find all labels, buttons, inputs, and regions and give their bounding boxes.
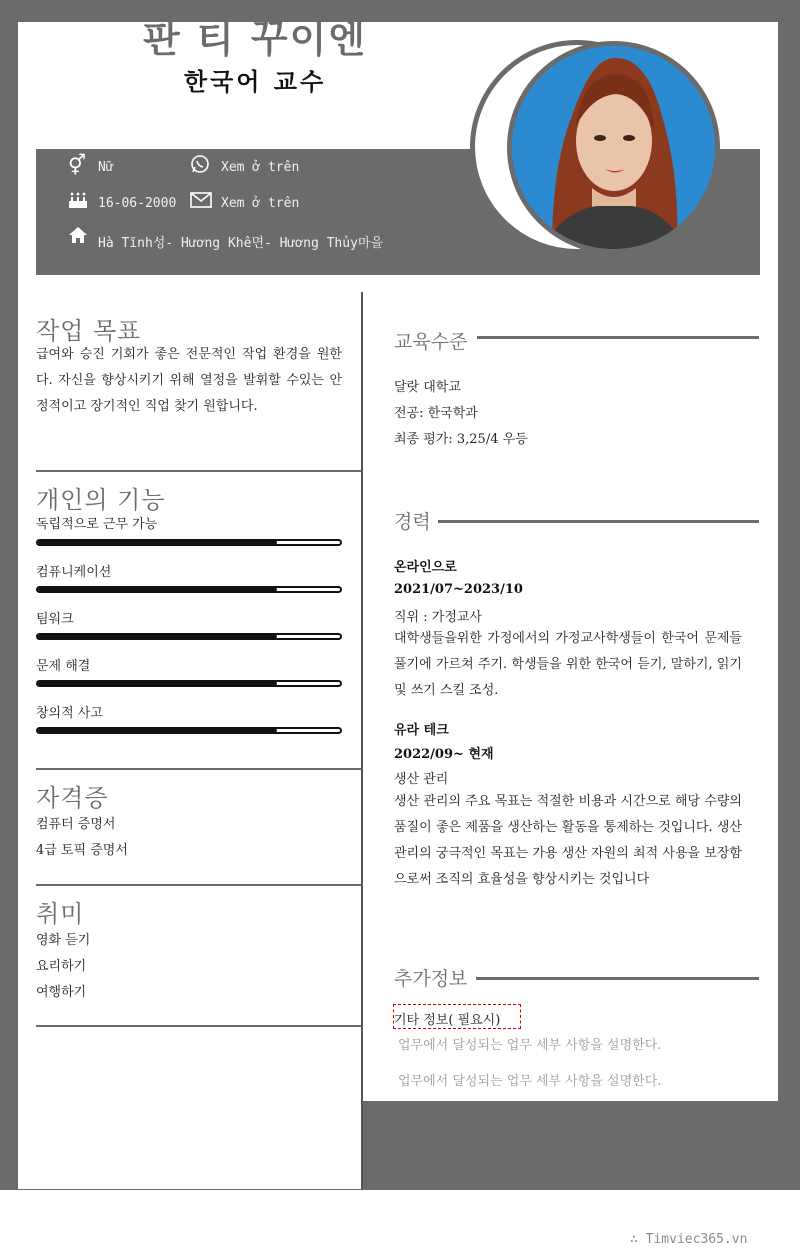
skill-label: 문제 해결: [36, 659, 91, 674]
additional-box-label: 기타 정보( 필요시): [394, 1013, 501, 1028]
job-company: 온라인으로: [394, 560, 457, 575]
skill-bar-fill: [38, 682, 277, 685]
experience-title: 경력: [394, 511, 431, 533]
additional-rule: [476, 977, 759, 980]
frame-bottom-block: [362, 1101, 800, 1190]
birthday-text: 16-06-2000: [98, 196, 177, 211]
education-major: 전공: 한국학과: [394, 406, 478, 421]
birthday-cake-icon: [67, 190, 89, 213]
envelope-icon: [190, 191, 212, 211]
hobby-item: 요리하기: [36, 959, 87, 974]
hobby-item: 영화 듣기: [36, 933, 91, 948]
whatsapp-icon: [190, 154, 210, 177]
hobbies-title: 취미: [36, 900, 85, 928]
job-position: 직위 : 가정교사: [394, 610, 482, 625]
skills-divider: [36, 768, 361, 770]
candidate-name: 판 티 꾸이엔: [143, 17, 367, 61]
objective-divider: [36, 470, 361, 472]
job-period: 2022/09~ 현재: [394, 747, 494, 762]
additional-line: 업무에서 달성되는 업무 세부 사항을 설명한다.: [398, 1038, 662, 1053]
skill-bar-fill: [38, 635, 277, 638]
education-gpa: 최종 평가: 3,25/4 우등: [394, 432, 528, 447]
skill-label: 팀워크: [36, 612, 74, 627]
skill-label: 창의적 사고: [36, 706, 103, 721]
job-description: 대학생들을위한 가정에서의 가정교사학생들이 한국어 문제들 풀기에 가르쳐 주기. 학생들을 위한 한국어 듣기, 말하기, 읽기 및 쓰기 스킬 조성.: [394, 631, 742, 698]
experience-rule: [438, 520, 759, 523]
frame-left: [0, 0, 18, 1190]
gender-icon: ⚥: [68, 153, 87, 177]
address-text: Hà Tĩnh성- Hương Khê면- Hương Thủy마을: [98, 236, 384, 251]
skill-bar: [36, 633, 342, 640]
profile-photo: [507, 41, 720, 254]
skill-bar: [36, 680, 342, 687]
skill-bar-fill: [38, 588, 277, 591]
gender-text: Nữ: [98, 160, 114, 175]
skill-label: 컴퓨니케이션: [36, 565, 112, 580]
skill-bar: [36, 586, 342, 593]
objective-title: 작업 목표: [36, 317, 142, 345]
skill-bar-fill: [38, 541, 277, 544]
job-position: 생산 관리: [394, 772, 449, 787]
phone-text: Xem ở trên: [221, 160, 300, 175]
skill-bar-fill: [38, 729, 277, 732]
skills-title: 개인의 기능: [36, 486, 166, 514]
column-divider: [361, 292, 363, 1190]
education-rule: [477, 336, 759, 339]
additional-title: 추가정보: [394, 968, 468, 990]
email-text: Xem ở trên: [221, 196, 300, 211]
home-icon: [68, 226, 88, 247]
certificates-divider: [36, 884, 361, 886]
job-period: 2021/07~2023/10: [394, 582, 523, 597]
frame-right: [778, 0, 800, 1190]
objective-text: 급여와 승진 기회가 좋은 전문적인 작업 환경을 원한다. 자신을 향상시키기 위해 열정을 발휘할 수있는 안정적이고 장기적인 직업 찾기 원합니다.: [36, 347, 342, 414]
hobby-item: 여행하기: [36, 985, 87, 1000]
additional-line: 업무에서 달성되는 업무 세부 사항을 설명한다.: [398, 1074, 662, 1089]
watermark: ∴ Timviec365.vn: [630, 1232, 748, 1247]
frame-bottom-line: [0, 1189, 362, 1190]
education-title: 교육수준: [394, 331, 468, 353]
job-description: 생산 관리의 주요 목표는 적절한 비용과 시간으로 해당 수량의 품질이 좋은 제품을 생산하는 활동을 통제하는 것입니다. 생산 관리의 궁극적인 목표는 가용 생산 자원의 최적 사용을 보장함으로써 조직의 효율성을 향상시키는 것입니다: [394, 794, 742, 887]
certificate-item: 컴퓨터 증명서: [36, 817, 116, 832]
certificates-title: 자격증: [36, 784, 109, 812]
hobbies-divider: [36, 1025, 361, 1027]
job-company: 유라 테크: [394, 723, 449, 738]
certificate-item: 4급 토픽 증명서: [36, 843, 128, 858]
skill-label: 독립적으로 근무 가능: [36, 517, 158, 532]
job-title: 한국어 교수: [183, 68, 327, 96]
education-school: 달랏 대학교: [394, 380, 461, 395]
skill-bar: [36, 539, 342, 546]
skill-bar: [36, 727, 342, 734]
